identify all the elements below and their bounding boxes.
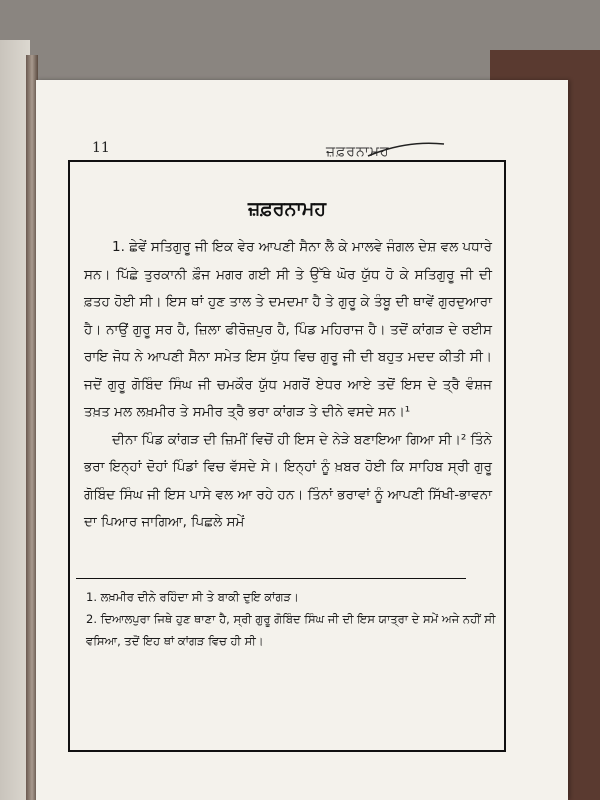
paragraph: ਦੀਨਾ ਪਿੰਡ ਕਾਂਗੜ ਦੀ ਜ਼ਿਮੀਂ ਵਿਚੋਂ ਹੀ ਇਸ ਦੇ ਨੇੜੇ ਬਣਾਇਆ ਗਿਆ ਸੀ।² ਤਿੰਨੇ ਭਰਾ ਇਨ੍ਹਾਂ ਦੋਹਾਂ ਪਿੰਡਾਂ ਵਿਚ ਵੱਸਦੇ ਸੇ। ਇਨ੍ਹਾਂ ਨੂੰ ਖ਼ਬਰ ਹੋਈ ਕਿ ਸਾਹਿਬ ਸ੍ਰੀ ਗੁਰੂ ਗੋਬਿੰਦ ਸਿੰਘ ਜੀ ਇਸ ਪਾਸੇ ਵਲ ਆ ਰਹੇ ਹਨ। ਤਿੰਨਾਂ ਭਰਾਵਾਂ ਨੂੰ ਆਪਣੀ ਸਿੱਖੀ-ਭਾਵਨਾ ਦਾ ਪਿਆਰ ਜਾਗਿਆ, ਪਿਛਲੇ ਸਮੇਂ: [84, 431, 492, 530]
footnote: 2. ਦਿਆਲਪੁਰਾ ਜਿਥੇ ਹੁਣ ਥਾਣਾ ਹੈ, ਸ੍ਰੀ ਗੁਰੂ ਗੋਬਿੰਦ ਸਿੰਘ ਜੀ ਦੀ ਇਸ ਯਾਤ੍ਰਾ ਦੇ ਸਮੇਂ ਅਜੇ ਨਹੀਂ ਸੀ ਵਸਿਆ, ਤਦੋਂ ਇਹ ਥਾਂ ਕਾਂਗੜ ਵਿਚ ਹੀ ਸੀ।: [86, 612, 496, 648]
page-number: 11: [92, 140, 110, 156]
paragraph: 1. ਛੇਵੇਂ ਸਤਿਗੁਰੂ ਜੀ ਇਕ ਵੇਰ ਆਪਣੀ ਸੈਨਾ ਲੈ ਕੇ ਮਾਲਵੇ ਜੰਗਲ ਦੇਸ਼ ਵਲ ਪਧਾਰੇ ਸਨ। ਪਿੱਛੇ ਤੁਰਕਾਨੀ ਫ਼ੌਜ ਮਗਰ ਗਈ ਸੀ ਤੇ ਉੱਥੇ ਘੋਰ ਯੁੱਧ ਹੋ ਕੇ ਸਤਿਗੁਰੂ ਜੀ ਦੀ ਫ਼ਤਹ ਹੋਈ ਸੀ। ਇਸ ਥਾਂ ਹੁਣ ਤਾਲ ਤੇ ਦਮਦਮਾ ਹੈ ਤੇ ਗੁਰੂ ਕੇ ਤੰਬੂ ਦੀ ਥਾਵੇਂ ਗੁਰਦੁਆਰਾ ਹੈ। ਨਾਉਂ ਗੁਰੂ ਸਰ ਹੈ, ਜ਼ਿਲਾ ਫੀਰੋਜ਼ਪੁਰ ਹੈ, ਪਿੰਡ ਮਹਿਰਾਜ ਹੈ। ਤਦੋਂ ਕਾਂਗੜ ਦੇ ਰਈਸ ਰਾਇ ਜੋਧ ਨੇ ਆਪਣੀ ਸੈਨਾ ਸਮੇਤ ਇਸ ਯੁੱਧ ਵਿਚ ਗੁਰੂ ਜੀ ਦੀ ਬਹੁਤ ਮਦਦ ਕੀਤੀ ਸੀ। ਜਦੋਂ ਗੁਰੂ ਗੋਬਿੰਦ ਸਿੰਘ ਜੀ ਚਮਕੌਰ ਯੁੱਧ ਮਗਰੋਂ ਏਧਰ ਆਏ ਤਦੋਂ ਇਸ ਦੇ ਤ੍ਰੈ ਵੰਸ਼ਜ ਤਖ਼ਤ ਮਲ ਲਖ਼ਮੀਰ ਤੇ ਸਮੀਰ ਤ੍ਰੈ ਭਰਾ ਕਾਂਗੜ ਤੇ ਦੀਨੇ ਵਸਦੇ ਸਨ।¹: [84, 239, 492, 420]
running-header: ਜ਼ਫ਼ਰਨਾਮਹ: [326, 144, 390, 160]
body-text: [84, 234, 492, 537]
book-page: [36, 80, 568, 800]
footnotes: [86, 586, 498, 652]
text-frame: [68, 160, 506, 752]
chapter-heading: ਜ਼ਫ਼ਰਨਾਮਹ: [247, 198, 327, 220]
header-swoosh-ornament: [366, 138, 446, 158]
footnote: 1. ਲਖ਼ਮੀਰ ਦੀਨੇ ਰਹਿੰਦਾ ਸੀ ਤੇ ਬਾਕੀ ਦੁਇ ਕਾਂਗੜ।: [86, 590, 299, 604]
footnote-divider: [76, 578, 466, 579]
